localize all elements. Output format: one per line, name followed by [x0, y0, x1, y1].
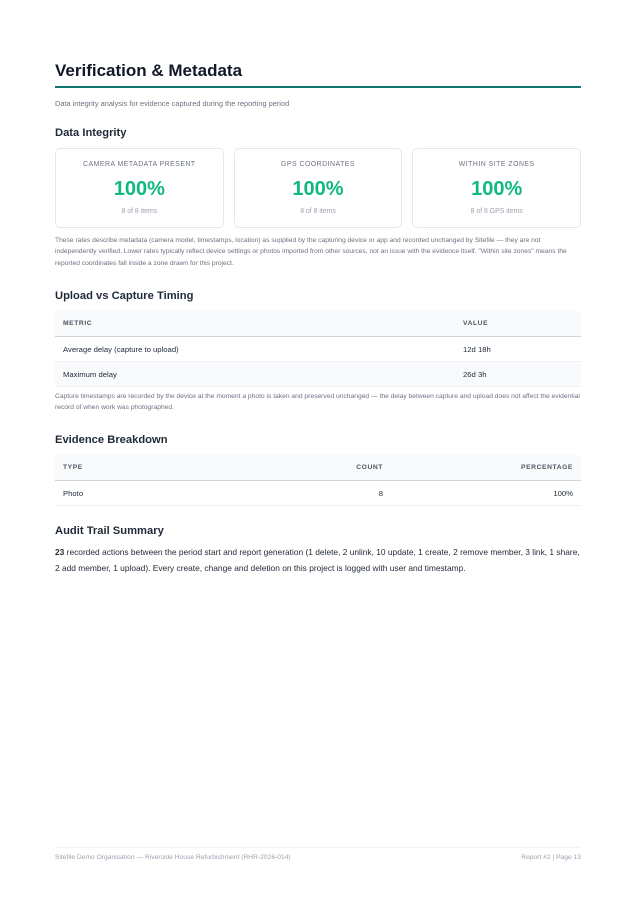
- footer-project: Sitefile Demo Organisation — Riverside House Refurbishment (RHR-2026-014): [55, 854, 291, 861]
- breakdown-heading: Evidence Breakdown: [55, 434, 168, 446]
- site-zones-card: [412, 148, 581, 228]
- column-header-type: TYPE: [55, 455, 277, 481]
- table-header-row: [55, 455, 581, 481]
- integrity-note: These rates describe metadata (camera model, timestamps, location) as supplied by the capturing device or app and recorded unchanged by Sitefile — they are not independently verified. Lower rates typically reflect device settings or photos imported from other sources, not an issue with the evidence itself. "Within site zones" means the reported coordinates fall inside a zone drawn for this project.: [55, 237, 567, 267]
- footer-page-number: Report #2 | Page 13: [521, 854, 581, 861]
- column-header-percentage: PERCENTAGE: [391, 455, 581, 481]
- page-title: Verification & Metadata: [55, 61, 243, 80]
- integrity-cards: [55, 148, 581, 228]
- audit-heading: Audit Trail Summary: [55, 525, 164, 537]
- gps-coordinates-card: [234, 148, 403, 228]
- timing-table: [55, 311, 581, 387]
- card-label: WITHIN SITE ZONES: [458, 161, 535, 168]
- footer-divider: [55, 847, 581, 848]
- column-header-count: COUNT: [277, 455, 391, 481]
- card-value: 100%: [471, 178, 523, 200]
- timing-note: Capture timestamps are recorded by the device at the moment a photo is taken and preserved unchanged — the delay between capture and upload does not affect the evidential record of when work was photographed.: [55, 393, 580, 412]
- card-subtext: 8 of 8 items: [300, 208, 336, 215]
- table-row: [55, 362, 581, 387]
- column-header-value: VALUE: [455, 311, 581, 337]
- card-subtext: 8 of 8 GPS items: [470, 208, 523, 215]
- camera-metadata-card: [55, 148, 224, 228]
- page-subtitle: Data integrity analysis for evidence captured during the reporting period: [55, 99, 290, 108]
- card-value: 100%: [292, 178, 344, 200]
- data-integrity-heading: Data Integrity: [55, 127, 127, 139]
- column-header-metric: METRIC: [55, 311, 455, 337]
- value-cell: 26d 3h: [455, 362, 581, 387]
- audit-text: recorded actions between the period start and report generation (1 delete, 2 unlink, 10 update, 1 create, 2 remove member, 3 link, 1 share, 2 add member, 1 upload). Every create, change and deletion on this project is logged with user and timestamp.: [55, 547, 580, 573]
- table-row: [55, 337, 581, 362]
- metric-cell: Maximum delay: [55, 362, 455, 387]
- audit-count: 23: [55, 547, 65, 557]
- card-label: GPS COORDINATES: [281, 161, 355, 168]
- audit-summary: [55, 545, 581, 576]
- table-header-row: [55, 311, 581, 337]
- count-cell: 8: [277, 481, 391, 506]
- breakdown-table: [55, 455, 581, 506]
- value-cell: 12d 18h: [455, 337, 581, 362]
- table-row: [55, 481, 581, 506]
- card-subtext: 8 of 8 items: [121, 208, 158, 215]
- timing-heading: Upload vs Capture Timing: [55, 290, 194, 302]
- card-value: 100%: [113, 178, 165, 200]
- title-divider: [55, 86, 581, 88]
- metric-cell: Average delay (capture to upload): [55, 337, 455, 362]
- card-label: CAMERA METADATA PRESENT: [83, 161, 196, 168]
- percentage-cell: 100%: [391, 481, 581, 506]
- type-cell: Photo: [55, 481, 277, 506]
